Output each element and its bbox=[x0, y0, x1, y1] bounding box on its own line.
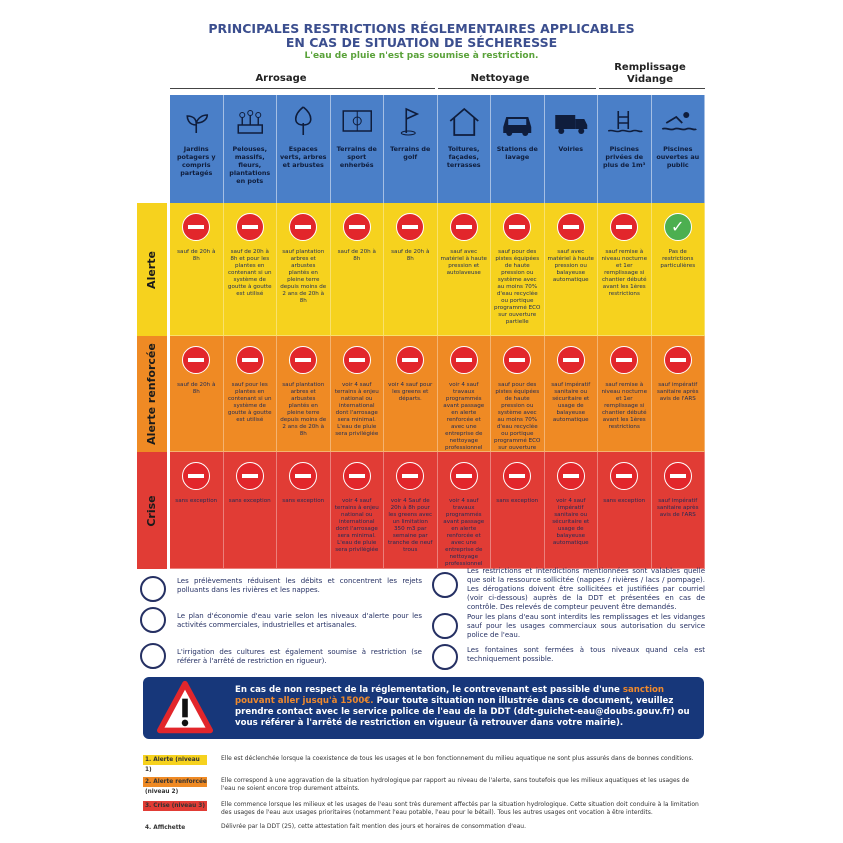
restriction-cell bbox=[384, 452, 438, 569]
restriction-text: sauf de 20h à 8h bbox=[391, 249, 430, 262]
page-title-line1: PRINCIPALES RESTRICTIONS RÉGLEMENTAIRES APPLICABLES bbox=[208, 21, 635, 36]
note-left-2: Le plan d'économie d'eau varie selon les niveaux d'alerte pour les activités commerciales, industrielles et artisanales. bbox=[177, 612, 422, 629]
column-header-3 bbox=[277, 95, 331, 203]
banner-sanction: sanction pouvant aller jusqu'à 1500€. bbox=[235, 685, 665, 706]
row-label-text: Crise bbox=[145, 494, 158, 527]
no-entry-icon bbox=[343, 346, 371, 374]
restriction-cell bbox=[491, 203, 545, 336]
irrigation-icon bbox=[140, 643, 166, 669]
column-label: Toitures, façades, terrasses bbox=[446, 145, 481, 169]
restriction-cell bbox=[277, 452, 331, 569]
restriction-cell bbox=[652, 452, 706, 569]
legend-description: Elle est déclenchée lorsque la coexistence de tous les usages et le bon fonctionnement du milieu aquatique ne sont plus assurés dans de bonnes conditions. bbox=[221, 755, 694, 762]
no-entry-icon bbox=[236, 346, 264, 374]
restriction-cell bbox=[224, 203, 278, 336]
no-entry-icon bbox=[182, 346, 210, 374]
restriction-cell bbox=[598, 452, 652, 569]
sanction-banner bbox=[143, 677, 704, 739]
restriction-cell bbox=[598, 336, 652, 452]
row-label-text: Alerte bbox=[145, 250, 158, 289]
no-entry-icon bbox=[236, 462, 264, 490]
legend-description: Elle commence lorsque les milieux et les usages de l'eau sont très durement affectés par la situation hydrologique. Cette situation doit conduire à la limitation des usages de l'eau aux usages prioritaires (notamment l'eau potable, l'eau pour le bétail). Tous les autres usages ont vocation à être interdits. bbox=[221, 801, 699, 816]
no-entry-icon bbox=[343, 213, 371, 241]
restriction-text: Pas de restrictions particulières bbox=[660, 249, 696, 269]
restriction-text: voir 4 sauf travaux programmés avant passage en alerte renforcée et avec une entreprise de nettoyage professionnel bbox=[443, 382, 485, 451]
flowerbed-icon bbox=[224, 103, 277, 137]
restriction-text: voir 4 Sauf de 20h à 8h pour les greens avec un limitation 350 m3 par semaine par tranche de neuf trous bbox=[387, 498, 433, 553]
restriction-text: sans exception bbox=[175, 498, 218, 504]
column-label: Jardins potagers y compris partagés bbox=[176, 145, 216, 177]
restriction-cell bbox=[384, 336, 438, 452]
group-nettoyage: Nettoyage bbox=[470, 73, 530, 84]
restriction-cell bbox=[491, 336, 545, 452]
no-entry-icon bbox=[610, 346, 638, 374]
warning-icon bbox=[157, 680, 213, 736]
restriction-text: sauf de 20h à 8h et pour les plantes en contenant si un système de goutte à goutte est utilisé bbox=[227, 249, 272, 297]
restriction-cell bbox=[170, 452, 224, 569]
restriction-text: sauf de 20h à 8h bbox=[177, 249, 216, 262]
no-entry-icon bbox=[557, 213, 585, 241]
row-label-3 bbox=[137, 452, 167, 569]
subtitle: L'eau de pluie n'est pas soumise à restriction. bbox=[304, 51, 539, 61]
restriction-cell bbox=[652, 203, 706, 336]
note-right-2: Pour les plans d'eau sont interdits les remplissages et les vidanges sauf pour les usages commerciaux sous autorisation du service police de l'eau. bbox=[467, 613, 705, 639]
restriction-cell bbox=[277, 336, 331, 452]
column-header-10 bbox=[652, 95, 706, 203]
restriction-text: sauf impératif sanitaire ou sécuritaire et usage de balayeuse automatique bbox=[551, 382, 591, 423]
restriction-text: sauf de 20h à 8h bbox=[337, 249, 376, 262]
note-left-3: L'irrigation des cultures est également soumise à restriction (se référer à l'arrêté de restriction en rigueur). bbox=[177, 648, 422, 665]
no-entry-icon bbox=[503, 462, 531, 490]
no-entry-icon bbox=[289, 213, 317, 241]
legend-key: 2. Alerte renforcée (niveau 2) bbox=[145, 779, 207, 795]
restriction-text: sauf impératif sanitaire après avis de l'ARS bbox=[656, 382, 699, 402]
restriction-text: sauf remise à niveau nocturne et 1er remplissage si chantier débuté avant les 1ères restrictions bbox=[601, 249, 648, 297]
plant-icon bbox=[170, 103, 223, 137]
restriction-text: voir 4 sauf terrains à enjeu national ou international dont l'arrosage sera minimal. L'eau de pluie sera privilégiée bbox=[334, 382, 379, 437]
column-label: Piscines privées de plus de 1m³ bbox=[603, 145, 646, 169]
factory-icon bbox=[140, 607, 166, 633]
legend-description: Elle correspond à une aggravation de la situation hydrologique par rapport au niveau de l'alerte, sans toutefois que les milieux aquatiques et les usages de l'eau ne soient encore trop durement atteints. bbox=[221, 777, 690, 792]
legend-key: 3. Crise (niveau 3) bbox=[143, 801, 207, 811]
restriction-text: sans exception bbox=[496, 498, 539, 504]
column-header-8 bbox=[545, 95, 599, 203]
legend-key: 1. Alerte (niveau 1) bbox=[143, 755, 207, 765]
page-title-line2: EN CAS DE SITUATION DE SÉCHERESSE bbox=[285, 35, 558, 50]
no-entry-icon bbox=[503, 213, 531, 241]
no-entry-icon bbox=[396, 462, 424, 490]
restriction-cell bbox=[491, 452, 545, 569]
column-label: Voiries bbox=[558, 145, 584, 153]
street-cleaner-icon bbox=[545, 103, 598, 137]
banner-text bbox=[235, 685, 692, 729]
no-entry-icon bbox=[664, 346, 692, 374]
restriction-cell bbox=[170, 203, 224, 336]
restriction-cell bbox=[224, 452, 278, 569]
restriction-cell bbox=[438, 203, 492, 336]
column-header-4 bbox=[331, 95, 385, 203]
column-header-6 bbox=[438, 95, 492, 203]
no-entry-icon bbox=[236, 213, 264, 241]
no-entry-icon bbox=[396, 346, 424, 374]
note-left-1: Les prélèvements réduisent les débits et concentrent les rejets polluants dans les rivières et les nappes. bbox=[177, 577, 422, 594]
column-header-5 bbox=[384, 95, 438, 203]
restriction-cell bbox=[277, 203, 331, 336]
restriction-cell bbox=[438, 452, 492, 569]
restriction-cell bbox=[598, 203, 652, 336]
house-icon bbox=[438, 103, 491, 137]
restriction-text: sauf plantation arbres et arbustes plantés en pleine terre depuis moins de 2 ans de 20h à 8h bbox=[280, 249, 327, 304]
restriction-text: sauf pour des pistes équipées de haute pression ou système avec au moins 70% d'eau recyclée ou portique programmé ECO sur ouverture bbox=[494, 382, 541, 451]
restriction-text: sauf pour les plantes en contenant si un système de goutte à goutte est utilisé bbox=[227, 382, 272, 423]
group-remplissage: Remplissage Vidange bbox=[614, 62, 686, 85]
column-header-7 bbox=[491, 95, 545, 203]
pool-ladder-icon bbox=[598, 103, 651, 137]
column-header-1 bbox=[170, 95, 224, 203]
no-entry-icon bbox=[343, 462, 371, 490]
check-icon: ✓ bbox=[664, 213, 692, 241]
water-drops-icon bbox=[140, 576, 166, 602]
column-label: Pelouses, massifs, fleurs, plantations en pots bbox=[229, 145, 271, 185]
no-entry-icon bbox=[396, 213, 424, 241]
no-entry-icon bbox=[182, 213, 210, 241]
restriction-cell bbox=[384, 203, 438, 336]
no-entry-icon bbox=[557, 462, 585, 490]
restriction-cell bbox=[331, 336, 385, 452]
restriction-text: voir 4 sauf pour les greens et départs. bbox=[388, 382, 433, 402]
column-label: Piscines ouvertes au public bbox=[656, 145, 700, 169]
column-header-2 bbox=[224, 95, 278, 203]
restriction-text: sans exception bbox=[603, 498, 646, 504]
restriction-cell bbox=[331, 203, 385, 336]
row-label-2 bbox=[137, 336, 167, 452]
restriction-text: sauf remise à niveau nocturne et 1er remplissage si chantier débuté avant les 1ères restrictions bbox=[601, 382, 648, 430]
water-plane-icon bbox=[432, 613, 458, 639]
column-header-9 bbox=[598, 95, 652, 203]
note-right-1: Les restrictions et interdictions mentionnées sont valables quelle que soit la ressource sollicitée (nappes / rivières / lacs / pompage). Les dérogations doivent être sollicitées et justifiées par courriel (voir ci-dessous) auprès de la DDT et présentées en cas de contrôle. Des relevés de compteur peuvent être demandés. bbox=[467, 567, 705, 611]
sport-field-icon bbox=[331, 103, 384, 137]
faucet-icon bbox=[432, 572, 458, 598]
no-entry-icon bbox=[289, 346, 317, 374]
restriction-cell bbox=[331, 452, 385, 569]
restriction-text: voir 4 sauf impératif sanitaire ou sécuritaire et usage de balayeuse automatique bbox=[552, 498, 590, 546]
row-label-text: Alerte renforcée bbox=[145, 343, 158, 445]
column-label: Espaces verts, arbres et arbustes bbox=[280, 145, 327, 169]
restriction-cell bbox=[438, 336, 492, 452]
restriction-text: sauf pour des pistes équipées de haute pression ou système avec au moins 70% d'eau recyclée ou portique programmé ECO sur ouverture partielle bbox=[494, 249, 541, 325]
fountain-icon bbox=[432, 644, 458, 670]
restriction-cell bbox=[652, 336, 706, 452]
column-label: Stations de lavage bbox=[496, 145, 538, 161]
no-entry-icon bbox=[610, 213, 638, 241]
restriction-text: sauf plantation arbres et arbustes plantés en pleine terre depuis moins de 2 ans de 20h à 8h bbox=[280, 382, 327, 437]
restriction-cell bbox=[224, 336, 278, 452]
restriction-cell bbox=[545, 452, 599, 569]
group-arrosage: Arrosage bbox=[255, 73, 307, 84]
car-icon bbox=[491, 103, 544, 137]
restriction-text: voir 4 sauf travaux programmés avant passage en alerte renforcée et avec une entreprise de nettoyage professionnel bbox=[443, 498, 485, 567]
restriction-text: sans exception bbox=[228, 498, 271, 504]
no-entry-icon bbox=[610, 462, 638, 490]
no-entry-icon bbox=[450, 462, 478, 490]
no-entry-icon bbox=[557, 346, 585, 374]
banner-text-part2: Pour toute situation non illustrée dans ce document, veuillez prendre contact avec le service police de l'eau de la DDT (ddt-guichet-eau@doubs.gouv.fr) ou vous référer à l'arrêté de restriction en vigueur (à retrouver dans votre mairie). bbox=[235, 696, 690, 728]
column-label: Terrains de sport enherbés bbox=[336, 145, 377, 169]
row-label-1 bbox=[137, 203, 167, 336]
no-entry-icon bbox=[664, 462, 692, 490]
restriction-text: sauf avec matériel à haute pression ou balayeuse automatique bbox=[547, 249, 594, 283]
column-label: Terrains de golf bbox=[390, 145, 431, 161]
no-entry-icon bbox=[289, 462, 317, 490]
restriction-text: sauf avec matériel à haute pression et autolaveuse bbox=[440, 249, 487, 276]
golf-flag-icon bbox=[384, 103, 437, 137]
no-entry-icon bbox=[450, 346, 478, 374]
restriction-cell bbox=[170, 336, 224, 452]
no-entry-icon bbox=[450, 213, 478, 241]
restriction-text: sauf impératif sanitaire après avis de l'ARS bbox=[656, 498, 699, 518]
note-right-3: Les fontaines sont fermées à tous niveaux quand cela est techniquement possible. bbox=[467, 646, 705, 663]
legend-key: 4. Affichette bbox=[145, 825, 186, 831]
restriction-text: sans exception bbox=[282, 498, 325, 504]
legend-description: Délivrée par la DDT (25), cette attestation fait mention des jours et horaires de consommation d'eau. bbox=[221, 823, 527, 830]
no-entry-icon bbox=[182, 462, 210, 490]
restriction-text: sauf de 20h à 8h bbox=[177, 382, 216, 395]
tree-icon bbox=[277, 103, 330, 137]
restriction-cell bbox=[545, 336, 599, 452]
restriction-text: voir 4 sauf terrains à enjeu national ou international dont l'arrosage sera minimal. L'eau de pluie sera privilégiée bbox=[334, 498, 379, 553]
restriction-cell bbox=[545, 203, 599, 336]
banner-text-part1: En cas de non respect de la réglementation, le contrevenant est passible d'une bbox=[235, 685, 623, 695]
swimmer-icon bbox=[652, 103, 705, 137]
no-entry-icon bbox=[503, 346, 531, 374]
